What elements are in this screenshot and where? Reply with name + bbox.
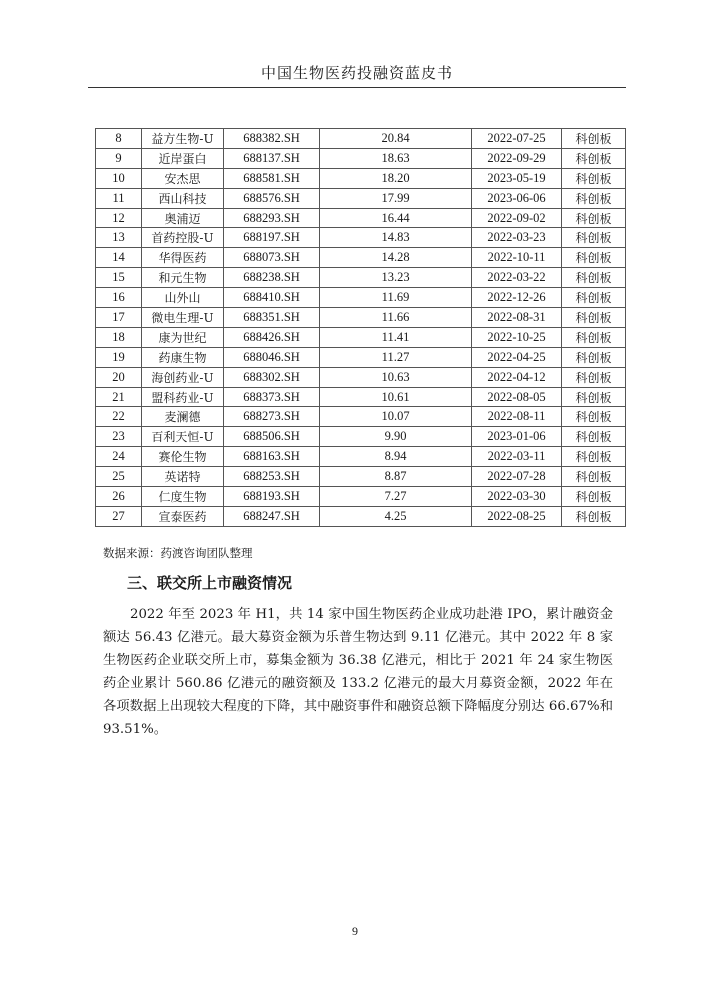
cell-stock-code: 688506.SH bbox=[224, 427, 320, 447]
cell-index: 12 bbox=[96, 208, 142, 228]
cell-amount: 10.61 bbox=[320, 387, 472, 407]
cell-amount: 8.94 bbox=[320, 447, 472, 467]
cell-stock-code: 688410.SH bbox=[224, 288, 320, 308]
cell-board: 科创板 bbox=[562, 288, 626, 308]
cell-board: 科创板 bbox=[562, 208, 626, 228]
cell-index: 23 bbox=[96, 427, 142, 447]
cell-board: 科创板 bbox=[562, 129, 626, 149]
cell-company-name: 安杰思 bbox=[142, 168, 224, 188]
cell-company-name: 海创药业-U bbox=[142, 367, 224, 387]
cell-company-name: 仁度生物 bbox=[142, 487, 224, 507]
cell-index: 9 bbox=[96, 148, 142, 168]
cell-index: 24 bbox=[96, 447, 142, 467]
cell-stock-code: 688238.SH bbox=[224, 268, 320, 288]
cell-index: 26 bbox=[96, 487, 142, 507]
cell-company-name: 药康生物 bbox=[142, 347, 224, 367]
cell-listing-date: 2022-10-11 bbox=[472, 248, 562, 268]
table-row bbox=[96, 148, 626, 168]
cell-board: 科创板 bbox=[562, 387, 626, 407]
cell-index: 13 bbox=[96, 228, 142, 248]
cell-listing-date: 2022-07-28 bbox=[472, 467, 562, 487]
cell-listing-date: 2022-04-12 bbox=[472, 367, 562, 387]
cell-amount: 9.90 bbox=[320, 427, 472, 447]
cell-stock-code: 688163.SH bbox=[224, 447, 320, 467]
cell-index: 22 bbox=[96, 407, 142, 427]
cell-company-name: 康为世纪 bbox=[142, 327, 224, 347]
cell-listing-date: 2022-07-25 bbox=[472, 129, 562, 149]
table-row bbox=[96, 387, 626, 407]
table-row bbox=[96, 367, 626, 387]
cell-company-name: 华得医药 bbox=[142, 248, 224, 268]
cell-listing-date: 2022-09-29 bbox=[472, 148, 562, 168]
cell-listing-date: 2022-04-25 bbox=[472, 347, 562, 367]
cell-stock-code: 688253.SH bbox=[224, 467, 320, 487]
cell-stock-code: 688426.SH bbox=[224, 327, 320, 347]
header-divider bbox=[88, 87, 626, 88]
cell-stock-code: 688073.SH bbox=[224, 248, 320, 268]
cell-listing-date: 2022-08-25 bbox=[472, 506, 562, 526]
page-header-title: 中国生物医药投融资蓝皮书 bbox=[260, 64, 453, 82]
cell-listing-date: 2023-05-19 bbox=[472, 168, 562, 188]
cell-company-name: 赛伦生物 bbox=[142, 447, 224, 467]
cell-index: 25 bbox=[96, 467, 142, 487]
table-row bbox=[96, 467, 626, 487]
cell-stock-code: 688302.SH bbox=[224, 367, 320, 387]
cell-amount: 14.83 bbox=[320, 228, 472, 248]
table-row bbox=[96, 168, 626, 188]
cell-listing-date: 2022-10-25 bbox=[472, 327, 562, 347]
table-row bbox=[96, 427, 626, 447]
table-row bbox=[96, 308, 626, 328]
cell-company-name: 和元生物 bbox=[142, 268, 224, 288]
cell-amount: 11.27 bbox=[320, 347, 472, 367]
cell-amount: 18.20 bbox=[320, 168, 472, 188]
cell-amount: 10.63 bbox=[320, 367, 472, 387]
cell-board: 科创板 bbox=[562, 367, 626, 387]
cell-stock-code: 688581.SH bbox=[224, 168, 320, 188]
table-row bbox=[96, 248, 626, 268]
cell-listing-date: 2022-03-23 bbox=[472, 228, 562, 248]
table-row bbox=[96, 407, 626, 427]
cell-index: 11 bbox=[96, 188, 142, 208]
cell-listing-date: 2022-08-11 bbox=[472, 407, 562, 427]
cell-company-name: 首药控股-U bbox=[142, 228, 224, 248]
cell-amount: 4.25 bbox=[320, 506, 472, 526]
cell-board: 科创板 bbox=[562, 268, 626, 288]
cell-board: 科创板 bbox=[562, 168, 626, 188]
cell-company-name: 奥浦迈 bbox=[142, 208, 224, 228]
cell-stock-code: 688137.SH bbox=[224, 148, 320, 168]
cell-stock-code: 688193.SH bbox=[224, 487, 320, 507]
cell-amount: 17.99 bbox=[320, 188, 472, 208]
cell-index: 10 bbox=[96, 168, 142, 188]
cell-company-name: 益方生物-U bbox=[142, 129, 224, 149]
cell-amount: 18.63 bbox=[320, 148, 472, 168]
table-row bbox=[96, 288, 626, 308]
cell-index: 27 bbox=[96, 506, 142, 526]
cell-board: 科创板 bbox=[562, 228, 626, 248]
cell-amount: 20.84 bbox=[320, 129, 472, 149]
cell-listing-date: 2022-08-31 bbox=[472, 308, 562, 328]
cell-amount: 7.27 bbox=[320, 487, 472, 507]
financing-table bbox=[95, 128, 626, 527]
cell-amount: 13.23 bbox=[320, 268, 472, 288]
table-row bbox=[96, 208, 626, 228]
cell-listing-date: 2023-01-06 bbox=[472, 427, 562, 447]
cell-listing-date: 2022-09-02 bbox=[472, 208, 562, 228]
cell-company-name: 宣泰医药 bbox=[142, 506, 224, 526]
table-row bbox=[96, 188, 626, 208]
section-title: 三、联交所上市融资情况 bbox=[127, 574, 293, 592]
cell-listing-date: 2022-03-22 bbox=[472, 268, 562, 288]
cell-amount: 10.07 bbox=[320, 407, 472, 427]
cell-board: 科创板 bbox=[562, 148, 626, 168]
cell-stock-code: 688576.SH bbox=[224, 188, 320, 208]
cell-index: 14 bbox=[96, 248, 142, 268]
cell-board: 科创板 bbox=[562, 487, 626, 507]
cell-company-name: 近岸蛋白 bbox=[142, 148, 224, 168]
cell-stock-code: 688293.SH bbox=[224, 208, 320, 228]
cell-board: 科创板 bbox=[562, 447, 626, 467]
table-row bbox=[96, 129, 626, 149]
table-row bbox=[96, 347, 626, 367]
cell-board: 科创板 bbox=[562, 308, 626, 328]
cell-stock-code: 688382.SH bbox=[224, 129, 320, 149]
cell-index: 18 bbox=[96, 327, 142, 347]
cell-index: 19 bbox=[96, 347, 142, 367]
cell-index: 8 bbox=[96, 129, 142, 149]
cell-board: 科创板 bbox=[562, 506, 626, 526]
cell-stock-code: 688197.SH bbox=[224, 228, 320, 248]
cell-board: 科创板 bbox=[562, 327, 626, 347]
cell-stock-code: 688351.SH bbox=[224, 308, 320, 328]
cell-board: 科创板 bbox=[562, 188, 626, 208]
cell-index: 17 bbox=[96, 308, 142, 328]
cell-listing-date: 2022-03-11 bbox=[472, 447, 562, 467]
cell-company-name: 微电生理-U bbox=[142, 308, 224, 328]
cell-board: 科创板 bbox=[562, 347, 626, 367]
table-row bbox=[96, 228, 626, 248]
table-row bbox=[96, 506, 626, 526]
cell-company-name: 英诺特 bbox=[142, 467, 224, 487]
cell-board: 科创板 bbox=[562, 248, 626, 268]
table-row bbox=[96, 268, 626, 288]
cell-index: 20 bbox=[96, 367, 142, 387]
cell-listing-date: 2022-12-26 bbox=[472, 288, 562, 308]
cell-stock-code: 688273.SH bbox=[224, 407, 320, 427]
cell-amount: 11.66 bbox=[320, 308, 472, 328]
cell-amount: 11.41 bbox=[320, 327, 472, 347]
cell-board: 科创板 bbox=[562, 467, 626, 487]
cell-stock-code: 688373.SH bbox=[224, 387, 320, 407]
table-row bbox=[96, 447, 626, 467]
table-row bbox=[96, 487, 626, 507]
cell-company-name: 百利天恒-U bbox=[142, 427, 224, 447]
cell-stock-code: 688247.SH bbox=[224, 506, 320, 526]
table-row bbox=[96, 327, 626, 347]
cell-stock-code: 688046.SH bbox=[224, 347, 320, 367]
cell-amount: 16.44 bbox=[320, 208, 472, 228]
cell-board: 科创板 bbox=[562, 407, 626, 427]
cell-amount: 11.69 bbox=[320, 288, 472, 308]
table-body bbox=[96, 129, 626, 527]
cell-index: 21 bbox=[96, 387, 142, 407]
source-note: 数据来源：药渡咨询团队整理 bbox=[103, 546, 253, 560]
cell-listing-date: 2022-08-05 bbox=[472, 387, 562, 407]
cell-listing-date: 2023-06-06 bbox=[472, 188, 562, 208]
cell-company-name: 盟科药业-U bbox=[142, 387, 224, 407]
cell-index: 16 bbox=[96, 288, 142, 308]
cell-index: 15 bbox=[96, 268, 142, 288]
cell-company-name: 山外山 bbox=[142, 288, 224, 308]
page-number: 9 bbox=[352, 924, 358, 938]
cell-listing-date: 2022-03-30 bbox=[472, 487, 562, 507]
cell-amount: 8.87 bbox=[320, 467, 472, 487]
cell-board: 科创板 bbox=[562, 427, 626, 447]
body-paragraph: 2022 年至 2023 年 H1，共 14 家中国生物医药企业成功赴港 IPO，累计融资金额达 56.43 亿港元。最大募资金额为乐普生物达到 9.11 亿港元。其中 2022 年 8 家生物医药企业联交所上市，募集金额为 36.38 亿港元，相比于 2021 年 24 家生物医药企业累计 560.86 亿港元的融资额及 133.2 亿港元的最大月募资金额，2022 年在各项数据上出现较大程度的下降，其中融资事件和融资总额下降幅度分别达 66.67%和 93.51%。 bbox=[103, 607, 613, 737]
cell-company-name: 西山科技 bbox=[142, 188, 224, 208]
cell-company-name: 麦澜德 bbox=[142, 407, 224, 427]
cell-amount: 14.28 bbox=[320, 248, 472, 268]
